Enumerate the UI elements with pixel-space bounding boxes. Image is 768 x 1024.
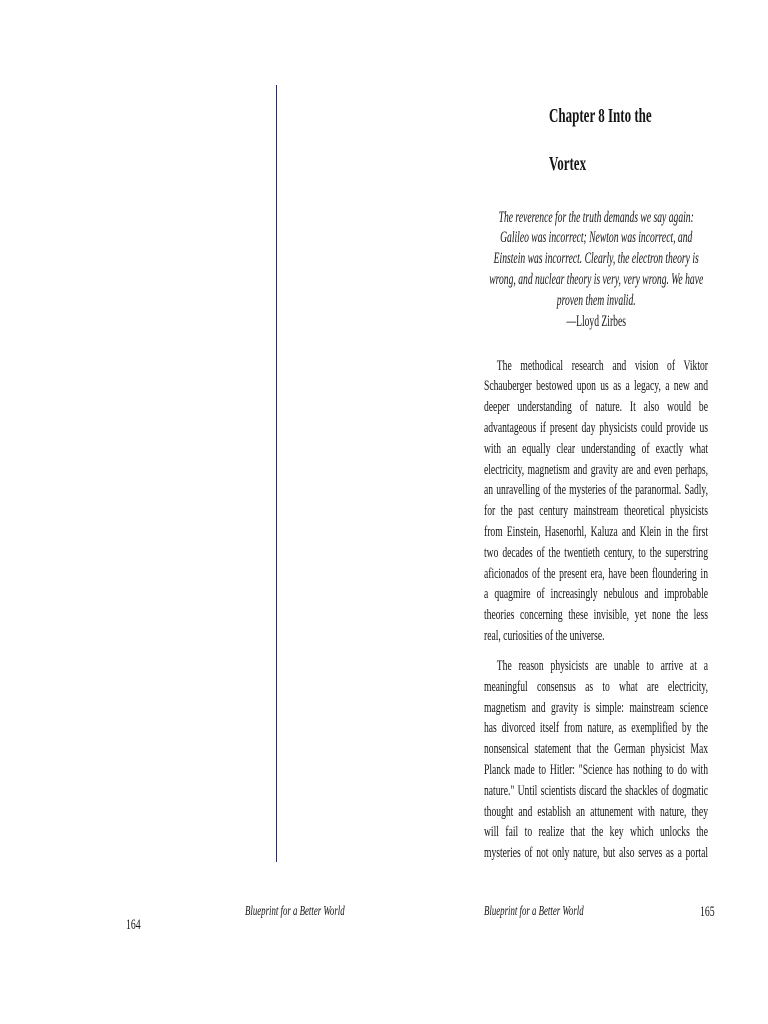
paragraph (484, 656, 708, 864)
text-line: an unravelling of the mysteries of the paranormal. Sadly, (484, 482, 708, 499)
epigraph-attribution: —Lloyd Zirbes (566, 313, 626, 331)
page-number-left: 164 (126, 917, 141, 933)
text-line: nature." Until scientists discard the shackles of dogmatic (484, 782, 708, 799)
body-text (484, 356, 708, 864)
text-line: a quagmire of increasingly nebulous and improbable (484, 586, 708, 603)
text-line: aficionados of the present era, have been floundering in (484, 565, 708, 582)
text-line: meaningful consensus as to what are electricity, (484, 678, 708, 695)
running-footer-right: Blueprint for a Better World (484, 904, 584, 919)
text-line: The methodical research and vision of Viktor (496, 357, 708, 374)
text-line: magnetism and gravity is simple: mainstream science (484, 699, 708, 716)
text-line: thought and establish an attunement with nature, they (484, 803, 708, 820)
text-line: theories concerning these invisible, yet none the less (484, 607, 708, 624)
text-line: electricity, magnetism and gravity are and even perhaps, (484, 461, 708, 478)
running-footer-left: Blueprint for a Better World (245, 904, 345, 919)
text-line: with an equally clear understanding of exactly what (484, 440, 708, 457)
gutter-rule (276, 85, 277, 862)
text-line: two decades of the twentieth century, to the superstring (484, 544, 708, 561)
text-line: mysteries of not only nature, but also serves as a portal (484, 845, 708, 862)
epigraph-line: The reverence for the truth demands we say again: (498, 208, 694, 226)
text-line: advantageous if present day physicists could provide us (484, 419, 708, 436)
text-line: for the past century mainstream theoretical physicists (484, 503, 708, 520)
epigraph-line: Galileo was incorrect; Newton was incorrect, and (500, 229, 693, 247)
paragraph (484, 356, 708, 647)
text-line: has divorced itself from nature, as exemplified by the (484, 720, 708, 737)
text-line: nonsensical statement that the German physicist Max (484, 741, 708, 758)
epigraph-line: wrong, and nuclear theory is very, very wrong. We have (489, 271, 704, 289)
text-line: The reason physicists are unable to arrive at a (496, 657, 708, 674)
text-line: deeper understanding of nature. It also would be (484, 399, 708, 416)
page-number-right: 165 (700, 904, 715, 920)
epigraph-line: proven them invalid. (556, 292, 636, 310)
epigraph-line: Einstein was incorrect. Clearly, the electron theory is (493, 250, 699, 268)
text-line: Schauberger bestowed upon us as a legacy, a new and (484, 378, 708, 395)
text-line: from Einstein, Hasenorhl, Kaluza and Klein in the first (484, 523, 708, 540)
text-line: Planck made to Hitler: "Science has nothing to do with (484, 761, 708, 778)
text-line: will fail to realize that the key which unlocks the (484, 824, 708, 841)
epigraph (484, 208, 708, 333)
text-line: real, curiosities of the universe. (484, 627, 605, 644)
chapter-title-line2: Vortex (549, 153, 587, 175)
chapter-title-line1: Chapter 8 Into the (549, 105, 652, 127)
